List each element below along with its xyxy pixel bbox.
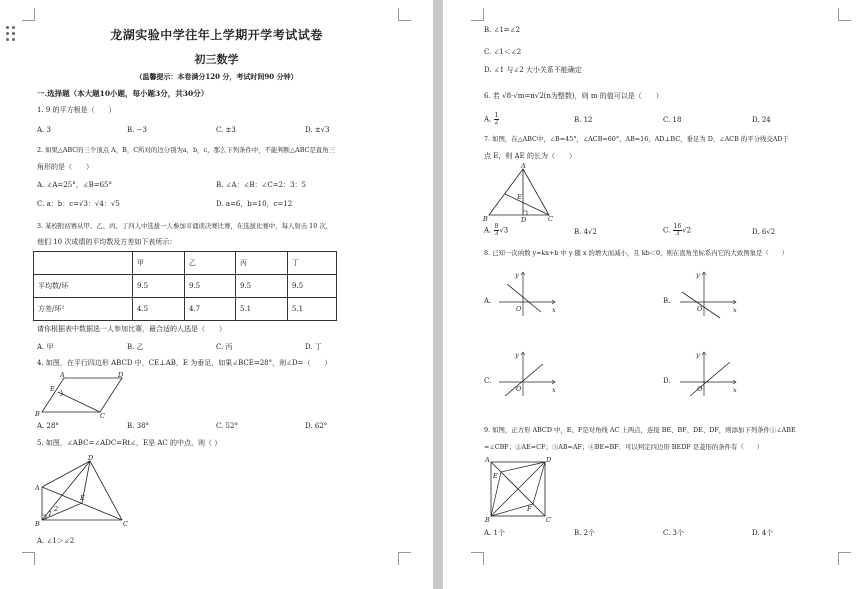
- q8-option-c[interactable]: C.: [484, 377, 492, 385]
- q4-label-a: A: [60, 371, 65, 379]
- axis-y-label: y: [515, 271, 519, 279]
- axis-origin-label: O: [516, 385, 522, 393]
- q7-stem-line2: 点 E，则 AE 的长为（ ）: [484, 152, 576, 160]
- q7-option-a[interactable]: [484, 224, 508, 237]
- q5-label-1: 1: [48, 510, 53, 518]
- q7-stem-line1: 7. 如图，在△ABC中，∠B=45°，∠ACB=60°，AB=16，AD⊥BC，垂足为 D，∠ACB 的平分线交AD于: [484, 135, 789, 143]
- q3-option-c[interactable]: C. 丙: [216, 343, 233, 351]
- q8-option-b[interactable]: B.: [663, 297, 671, 305]
- crop-mark: [471, 552, 484, 565]
- q3-stem-line2: 他们 10 次成绩的平均数及方差如下表所示：: [37, 238, 177, 246]
- q7-option-c-label: C.: [663, 226, 671, 235]
- q9-label-a: A: [485, 456, 490, 464]
- q3-question: 请你根据表中数据选一人参加比赛，最合适的人选是（ ）: [37, 325, 226, 333]
- q5-option-d[interactable]: D. ∠1 与∠2 大小关系不能确定: [484, 66, 582, 74]
- q9-option-d[interactable]: D. 4个: [752, 529, 774, 537]
- axis-origin-label: O: [697, 385, 703, 393]
- fraction: [673, 224, 683, 237]
- q9-label-d: D: [546, 456, 552, 464]
- q9-stem-line2: =∠CBF；②AE=CF；③AB=AF；④BE=BF．可以判定四边形 BEDF 是菱形的条件有（ ）: [484, 443, 763, 451]
- table-cell: 4.5: [133, 298, 185, 321]
- page-gutter: [433, 0, 443, 589]
- q7-option-a-label: A.: [484, 226, 492, 235]
- score-table: [33, 251, 337, 321]
- crop-mark: [22, 8, 35, 21]
- fraction-numerator: 8: [494, 223, 499, 230]
- fraction-numerator: 1: [494, 112, 499, 119]
- right-page: [443, 0, 856, 589]
- q8-option-d[interactable]: D.: [663, 377, 671, 385]
- q1-option-d[interactable]: D. ±√3: [305, 126, 330, 134]
- q4-stem: 4. 如图，在平行四边形 ABCD 中，CE⊥AB，E 为垂足，如果∠BCE=28°，则∠D=（ ）: [37, 359, 332, 367]
- q9-label-e: E: [493, 472, 498, 480]
- q7-label-e: E: [517, 193, 522, 201]
- table-cell: 5.1: [288, 298, 337, 321]
- q7-option-a-radical: √3: [499, 226, 509, 235]
- crop-mark: [398, 552, 411, 565]
- q2-stem-line2: 角形的是（ ）: [37, 163, 93, 171]
- crop-mark: [838, 552, 851, 565]
- q9-label-c: C: [546, 516, 551, 524]
- q8-option-a[interactable]: A.: [484, 297, 492, 305]
- q9-stem-line1: 9. 如图，正方形 ABCD 中，E、F是对角线 AC 上两点，连接 BE、BF、DE、DF，则添加下列条件①∠ABE: [484, 426, 796, 434]
- q2-stem-line1: 2. 如果△ABC的三个顶点 A，B，C所对的边分别为a，b，c，那么下列条件中，不能判断△ABC是直角三: [37, 146, 335, 154]
- exam-hint: （温馨提示：本卷满分120 分，考试时间90 分钟）: [135, 72, 298, 81]
- table-cell: 丁: [288, 252, 337, 275]
- q7-option-b[interactable]: B. 4√2: [574, 228, 597, 236]
- q4-option-c[interactable]: C. 52°: [216, 422, 238, 430]
- q9-square-figure: [483, 456, 553, 524]
- fraction-denominator: 3: [494, 230, 499, 237]
- q6-option-b[interactable]: B. 12: [574, 116, 593, 124]
- q6-stem: 6. 若 √8·√m=n√2(n为整数)，则 m 的值可以是（ ）: [484, 92, 663, 100]
- table-cell: 9.5: [288, 275, 337, 298]
- table-cell: 9.5: [133, 275, 185, 298]
- q7-label-b: B: [483, 215, 488, 223]
- q2-option-b[interactable]: B. ∠A：∠B：∠C=2：3：5: [216, 181, 306, 189]
- q4-label-c: C: [100, 412, 105, 420]
- section-heading: 一.选择题（本大题10小题，每小题3分，共30分）: [37, 89, 209, 98]
- q9-label-f: F: [527, 505, 532, 513]
- q5-option-b[interactable]: B. ∠1=∠2: [484, 26, 521, 34]
- crop-mark: [471, 8, 484, 21]
- q9-option-c[interactable]: C. 3个: [663, 529, 685, 537]
- q3-stem-line1: 3. 某校附初赛从甲、乙、丙、丁四人中选拔一人参加市诵读决赛比赛，在选拔比赛中，每人射击 10 次，: [37, 222, 333, 230]
- q4-label-e: E: [50, 385, 55, 393]
- q5-label-a: A: [35, 484, 40, 492]
- axis-y-label: y: [696, 271, 700, 279]
- q4-option-b[interactable]: B. 38°: [127, 422, 150, 430]
- q1-stem: 1. 9 的平方根是（ ）: [37, 106, 116, 114]
- fraction-denominator: 2: [494, 119, 499, 126]
- crop-mark: [838, 8, 851, 21]
- axis-y-label: y: [696, 351, 700, 359]
- q1-option-b[interactable]: B. −3: [127, 126, 147, 134]
- q5-label-d: D: [88, 454, 94, 462]
- q2-option-a[interactable]: A. ∠A=25°，∠B=65°: [37, 181, 112, 189]
- q8-graph-d[interactable]: [676, 350, 741, 400]
- q9-option-b[interactable]: B. 2个: [574, 529, 596, 537]
- table-cell: 9.5: [236, 275, 288, 298]
- q7-triangle-figure: [483, 163, 563, 225]
- q6-option-a[interactable]: [484, 113, 499, 126]
- q5-figure: [34, 454, 134, 529]
- q9-label-b: B: [485, 516, 490, 524]
- q5-option-a[interactable]: A. ∠1＞∠2: [37, 537, 75, 545]
- q4-parallelogram-figure: [30, 370, 140, 420]
- table-cell: 甲: [133, 252, 185, 275]
- axis-x-label: x: [733, 386, 737, 394]
- q4-label-d: D: [118, 371, 124, 379]
- q2-option-c[interactable]: C. a：b：c=√3：√4：√5: [37, 200, 120, 208]
- q5-stem: 5. 如图，∠ABC=∠ADC=Rt∠，E是 AC 的中点，则（ ）: [37, 439, 222, 447]
- fraction: [494, 113, 500, 126]
- axis-x-label: x: [552, 386, 556, 394]
- fraction-denominator: 3: [675, 230, 680, 237]
- q4-label-b: B: [35, 410, 40, 418]
- table-cell: [34, 252, 133, 275]
- table-cell: 9.5: [185, 275, 236, 298]
- table-cell: 4.7: [185, 298, 236, 321]
- axis-x-label: x: [733, 306, 737, 314]
- axis-x-label: x: [552, 306, 556, 314]
- table-cell: 丙: [236, 252, 288, 275]
- q9-option-a[interactable]: A. 1个: [484, 529, 505, 537]
- q5-label-e: E: [80, 494, 85, 502]
- table-header-row: [34, 252, 337, 275]
- q5-option-c[interactable]: C. ∠1＜∠2: [484, 48, 522, 56]
- exam-subtitle: 初三数学: [194, 53, 239, 66]
- q8-graph-a[interactable]: [495, 270, 560, 320]
- q1-option-c[interactable]: C. ±3: [216, 126, 236, 134]
- crop-mark: [398, 8, 411, 21]
- q5-label-2: 2: [54, 505, 59, 513]
- q4-option-a[interactable]: A. 28°: [37, 422, 59, 430]
- q7-option-c[interactable]: [663, 224, 691, 237]
- q7-option-c-radical: √2: [682, 226, 692, 235]
- q5-label-b: B: [35, 520, 40, 528]
- fraction-numerator: 16: [673, 223, 682, 230]
- q2-option-d[interactable]: D. a=6，b=10，c=12: [216, 200, 293, 208]
- q7-label-a: A: [521, 162, 526, 170]
- crop-mark: [22, 552, 35, 565]
- axis-y-label: y: [515, 351, 519, 359]
- table-row: [34, 275, 337, 298]
- q4-option-d[interactable]: D. 62°: [305, 422, 328, 430]
- q8-stem: 8. 已知一次函数 y=kx+b 中 y 随 x 的增大而减小，且 kb＜0，则在直角坐标系内它的大致图象是（ ）: [484, 249, 788, 257]
- axis-origin-label: O: [697, 305, 703, 313]
- table-cell: 平均数/环: [34, 275, 133, 298]
- q3-option-a[interactable]: A. 甲: [37, 343, 54, 351]
- q7-label-c: C: [548, 215, 553, 223]
- table-cell: 方差/环²: [34, 298, 133, 321]
- table-cell: 5.1: [236, 298, 288, 321]
- q6-option-c[interactable]: C. 18: [663, 116, 682, 124]
- q3-option-d[interactable]: D. 丁: [305, 343, 322, 351]
- axis-origin-label: O: [516, 305, 522, 313]
- q6-option-d[interactable]: D. 24: [752, 116, 771, 124]
- q3-option-b[interactable]: B. 乙: [127, 343, 144, 351]
- q7-option-d[interactable]: D. 6√2: [752, 228, 776, 236]
- q7-label-d: D: [521, 216, 527, 224]
- table-cell: 乙: [185, 252, 236, 275]
- q8-graph-c[interactable]: [495, 350, 560, 400]
- q6-option-a-label: A.: [484, 115, 492, 124]
- q1-option-a[interactable]: A. 3: [37, 126, 51, 134]
- table-row: [34, 298, 337, 321]
- q5-label-c: C: [123, 520, 128, 528]
- q8-graph-b[interactable]: [676, 270, 741, 320]
- exam-title: 龙湖实验中学往年上学期开学考试试卷: [110, 28, 323, 42]
